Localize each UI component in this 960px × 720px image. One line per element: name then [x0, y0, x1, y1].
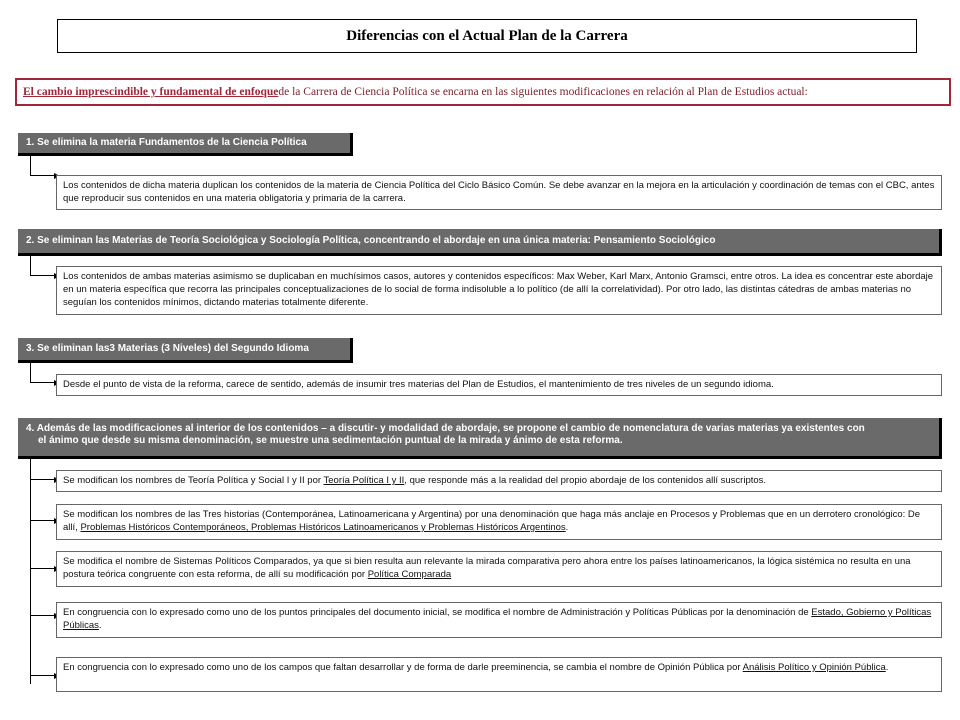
section-2-header: 2. Se eliminan las Materias de Teoría Sociológica y Sociología Política, concentrando el abordaje en una única materia: Pensamiento Sociológico — [18, 229, 942, 256]
item-1-description — [56, 470, 942, 492]
item-2-text: Se modifican los nombres de las Tres historias (Contemporánea, Latinoamericana y Argentina) por una denominación que haga más anclaje en Procesos y Problemas que en un derrotero cronológico: De allí, — [63, 509, 921, 533]
item-5-text: En congruencia con lo expresado como uno de los campos que faltan desarrollar y de forma de darle preeminencia, se cambia el nombre de Opinión Pública por — [63, 662, 743, 673]
item-3-new-name: Política Comparada — [367, 569, 452, 580]
item-2-connector-arrow — [30, 480, 54, 521]
item-1-text-end: , que responde más a la realidad del propio abordaje de los contenidos allí suscriptos. — [404, 475, 767, 486]
intro-box — [15, 78, 951, 106]
section-2-connector-arrow — [30, 256, 54, 276]
item-2-description — [56, 504, 942, 540]
section-3-description: Desde el punto de vista de la reforma, carece de sentido, además de insumir tres materias del Plan de Estudios, el mantenimiento de tres niveles de un segundo idioma. — [56, 374, 942, 396]
item-3-connector-arrow — [30, 521, 54, 569]
item-4-text: En congruencia con lo expresado como uno de los puntos principales del documento inicial, se modifica el nombre de Administración y Políticas Públicas por la denominación de — [63, 607, 812, 618]
item-4-text-end: . — [98, 620, 102, 631]
page-title: Diferencias con el Actual Plan de la Carrera — [57, 19, 917, 53]
section-4-header-line1: 4. Además de las modificaciones al interior de los contenidos – a discutir- y modalidad de abordaje, se propone el cambio de nomenclatura de varias materias ya existentes con — [26, 423, 865, 434]
item-3-text: Se modifica el nombre de Sistemas Políticos Comparados, ya que si bien resulta aun relevante la mirada comparativa pero ahora entre los países latinoamericanos, la lógica sistémica no resulta en una postura teórica congruente con esta reforma, de allí su modificación por — [63, 556, 911, 580]
item-1-text: Se modifican los nombres de Teoría Política y Social I y II por — [63, 475, 324, 486]
item-2-text-end: . — [565, 522, 569, 533]
item-5-new-name: Análisis Político y Opinión Pública — [742, 662, 886, 673]
section-1-header: 1. Se elimina la materia Fundamentos de la Ciencia Política — [18, 133, 353, 156]
section-4-header — [18, 418, 942, 459]
section-1-description: Los contenidos de dicha materia duplican los contenidos de la materia de Ciencia Política del Ciclo Básico Común. Se debe avanzar en la mejora en la articulación y coordinación de temas con el CBC, antes que reproducir sus contenidos en una materia obligatoria y primaria de la carrera. — [56, 175, 942, 210]
section-1-connector-arrow — [30, 156, 54, 176]
item-4-connector-arrow — [30, 569, 54, 616]
item-2-new-name: Problemas Históricos Contemporáneos, Problemas Históricos Latinoamericanos y Problemas Históricos Argentinos — [80, 522, 566, 533]
item-4-description — [56, 602, 942, 638]
item-1-connector-arrow — [30, 459, 54, 480]
section-2-description: Los contenidos de ambas materias asimismo se duplicaban en muchísimos casos, autores y contenidos específicos: Max Weber, Karl Marx, Antonio Gramsci, entre otros. La idea es concentrar este abordaje en un materia específica que recorra las principales conceptualizaciones de lo social de forma indisoluble a lo político (de allí la correlatividad). Por otro lado, las distintas cátedras de ambas materias no seguían los contenidos mínimos, dictando materias totalmente diferente. — [56, 266, 942, 315]
item-3-description — [56, 551, 942, 587]
intro-text: de la Carrera de Ciencia Política se encarna en las siguientes modificaciones en relación al Plan de Estudios actual: — [278, 86, 808, 98]
intro-highlight: El cambio imprescindible y fundamental de enfoque — [23, 86, 279, 98]
section-4-header-line2: el ánimo que desde su misma denominación, se muestre una sedimentación puntual de la mirada y ánimo de esta reforma. — [38, 435, 623, 446]
section-3-header: 3. Se eliminan las3 Materias (3 Niveles) del Segundo Idioma — [18, 338, 353, 363]
item-5-text-end: . — [885, 662, 889, 673]
section-3-connector-arrow — [30, 363, 54, 383]
item-1-new-name: Teoría Política I y II — [323, 475, 405, 486]
item-5-connector-arrow — [30, 616, 54, 676]
item-4-new-name: Estado, Gobierno y Políticas Públicas — [63, 607, 932, 631]
item-5-description — [56, 657, 942, 692]
